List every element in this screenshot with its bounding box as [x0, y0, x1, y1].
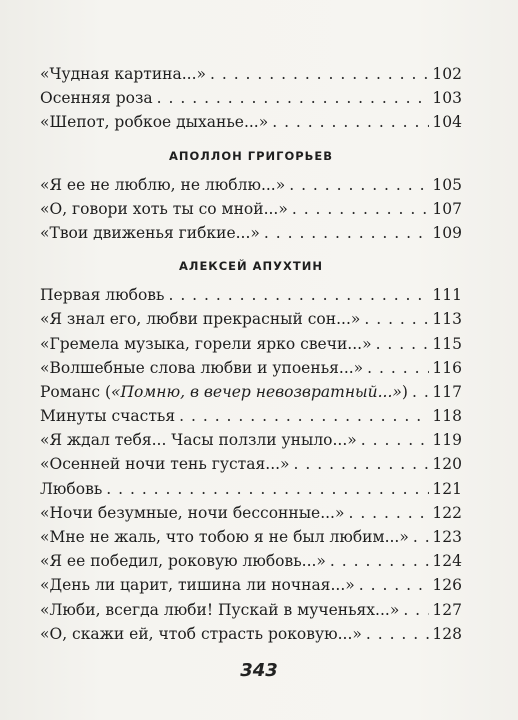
toc-entry-title [40, 477, 102, 501]
dot-leader [292, 197, 430, 221]
toc-entry-title-text: «Ночи безумные, ночи бессонные...» [40, 503, 345, 522]
toc-entry-title-text: Минуты счастья [40, 407, 176, 426]
toc-entry-page: 120 [432, 455, 462, 474]
toc-entry [40, 598, 462, 622]
toc-entry [40, 197, 462, 221]
toc-entry-title-text: «Я знал его, любви прекрасный сон...» [40, 310, 361, 329]
toc-entry-page: 109 [432, 223, 462, 242]
toc-entry-title [40, 62, 206, 86]
toc-entry [40, 573, 462, 597]
author-heading: АЛЕКСЕЙ АПУХТИН [179, 259, 323, 274]
toc-entry-page: 119 [432, 431, 462, 450]
dot-leader [366, 622, 430, 646]
toc-entry-title [40, 573, 355, 597]
dot-leader [348, 501, 429, 525]
toc-entry-page: 123 [432, 528, 462, 546]
toc-entry-title [40, 197, 288, 221]
dot-leader [294, 452, 430, 476]
toc-entry [40, 332, 462, 356]
toc-entry-page: 118 [432, 407, 462, 426]
toc-entry [40, 477, 462, 501]
toc-entry-title-text: Любовь [40, 479, 103, 498]
toc-entry-title [40, 428, 357, 452]
author-heading: АПОЛЛОН ГРИГОРЬЕВ [168, 148, 334, 163]
toc-entry-title-text: Осенняя роза [40, 89, 153, 108]
dot-leader [210, 62, 429, 86]
toc-entry-title-text: «О, говори хоть ты со мной...» [40, 199, 288, 218]
toc-entry-title [40, 501, 344, 525]
toc-entry [40, 221, 462, 245]
toc-entry [40, 380, 462, 404]
toc-entry-title-italic: «Помню, в вечер невозвратный...» [111, 382, 402, 401]
page-number: 343 [240, 660, 278, 681]
toc-entry-page: 105 [432, 175, 462, 194]
toc-entry [40, 428, 462, 452]
toc-entry-title [40, 221, 260, 245]
toc-entry [40, 622, 462, 646]
toc-entry-title-text: «Чудная картина...» [40, 65, 206, 83]
toc-entry-title-end: ) [401, 382, 408, 401]
toc-entry [40, 173, 462, 197]
toc-entry [40, 525, 462, 549]
toc-entry-title [40, 173, 285, 197]
toc-entry [40, 356, 462, 380]
toc-entry-title [40, 307, 360, 331]
toc-entry-title [40, 283, 164, 307]
toc-entry-page: 122 [432, 503, 462, 522]
toc-entry-title-text: «Я ее победил, роковую любовь...» [40, 552, 326, 571]
toc-entry-title-text: «Гремела музыка, горели ярко свечи...» [40, 334, 372, 353]
toc-entry-page: 107 [432, 199, 462, 218]
toc-entry-title [40, 404, 175, 428]
table-of-contents [40, 62, 462, 646]
toc-entry [40, 283, 462, 307]
toc-entry-page: 117 [432, 382, 462, 401]
dot-leader [364, 307, 429, 331]
dot-leader [367, 356, 429, 380]
toc-entry-title-text: «Волшебные слова любви и упоенья...» [40, 358, 364, 377]
toc-entry-title-text: Романс ( [40, 382, 112, 401]
toc-entry [40, 501, 462, 525]
toc-entry-page: 121 [432, 479, 462, 498]
dot-leader [376, 332, 430, 356]
dot-leader [412, 380, 429, 404]
toc-entry-title [40, 452, 290, 476]
toc-entry-title-text: «День ли царит, тишина ли ночная...» [40, 576, 355, 595]
toc-entry [40, 86, 462, 110]
toc-entry-title-text: «Твои движенья гибкие...» [40, 223, 260, 242]
toc-entry-page: 127 [432, 600, 462, 619]
toc-entry [40, 307, 462, 331]
toc-entry-page: 126 [432, 576, 462, 595]
toc-entry-title-text: «Я ее не люблю, не люблю...» [40, 175, 286, 194]
dot-leader [359, 573, 430, 597]
toc-entry [40, 549, 462, 573]
dot-leader [413, 525, 430, 549]
dot-leader [106, 477, 429, 501]
toc-entry-title [40, 356, 363, 380]
toc-entry-title [40, 598, 399, 622]
toc-entry-title-text: «Люби, всегда люби! Пускай в мученьях...» [40, 600, 400, 619]
toc-entry-page: 116 [432, 358, 462, 377]
toc-entry-title [40, 332, 372, 356]
toc-entry-page: 115 [432, 334, 462, 353]
toc-entry-title [40, 380, 408, 404]
toc-entry-title [40, 549, 326, 573]
toc-entry [40, 452, 462, 476]
toc-entry-title-text: «Я ждал тебя... Часы ползли уныло...» [40, 431, 357, 450]
toc-entry-title-text: «Осенней ночи тень густая...» [40, 455, 290, 474]
dot-leader [168, 283, 429, 307]
toc-entry-page: 103 [432, 89, 462, 108]
dot-leader [179, 404, 429, 428]
dot-leader [289, 173, 429, 197]
toc-entry-page: 113 [432, 310, 462, 329]
toc-entry-page: 128 [432, 624, 462, 643]
toc-entry-page: 104 [432, 113, 462, 132]
toc-entry [40, 404, 462, 428]
toc-entry-title [40, 525, 409, 549]
toc-entry-page: 111 [432, 286, 462, 305]
dot-leader [264, 221, 430, 245]
dot-leader [272, 110, 429, 134]
toc-entry-title-text: «Шепот, робкое дыханье...» [40, 113, 269, 132]
dot-leader [157, 86, 430, 110]
dot-leader [330, 549, 429, 573]
toc-entry-title [40, 622, 362, 646]
toc-entry-title [40, 110, 268, 134]
dot-leader [403, 598, 429, 622]
toc-entry-page: 102 [432, 65, 462, 83]
toc-entry-title-text: «О, скажи ей, чтоб страсть роковую...» [40, 624, 362, 643]
toc-entry-title-text: Первая любовь [40, 286, 165, 305]
toc-entry-page: 124 [432, 552, 462, 571]
toc-entry [40, 110, 462, 134]
toc-entry [40, 62, 462, 86]
toc-entry-title [40, 86, 153, 110]
dot-leader [361, 428, 430, 452]
toc-entry-title-text: «Мне не жаль, что тобою я не был любим...» [40, 528, 409, 546]
